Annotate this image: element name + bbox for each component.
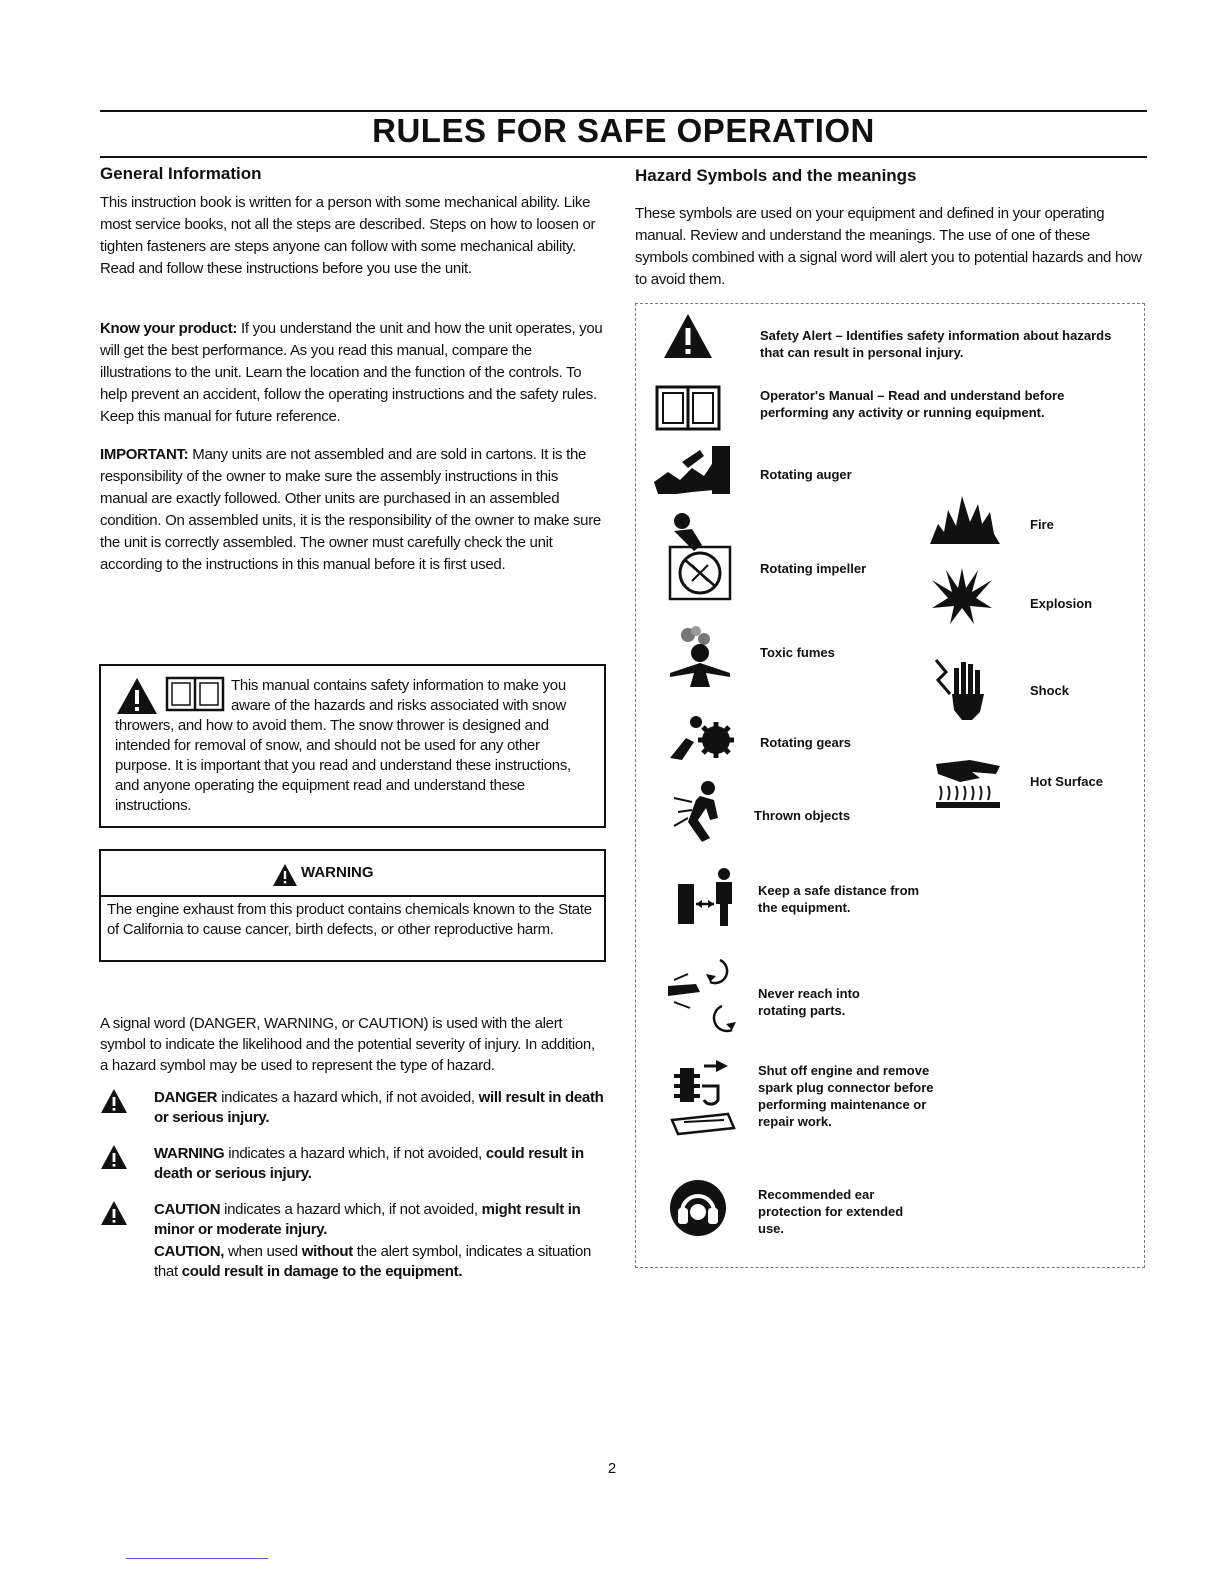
title-underline	[100, 156, 1147, 158]
caution2-without: without	[301, 1243, 353, 1260]
warning-label: WARNING	[301, 864, 374, 881]
caution2-t2: the alert symbol, indicates a situation that	[154, 1243, 592, 1280]
safety-alert-label: Safety Alert – Identifies safety information about hazards that can result in personal injury.	[760, 328, 1112, 360]
thrown-objects-label: Thrown objects	[754, 808, 851, 823]
caution-alert-icon	[100, 1200, 128, 1226]
signal-intro: A signal word (DANGER, WARNING, or CAUTION) is used with the alert symbol to indicate the likelihood and the potential severity of injury. In addition, a hazard symbol may be used to represent the type of hazard.	[100, 1015, 595, 1074]
shut-off-engine-icon	[668, 1058, 742, 1138]
manual-notice-body: This manual contains safety information to make you aware of the hazards and risks associated with snow throwers, and how to avoid them. The snow thrower is designed and intended for removal of snow, and should not be used for any other purpose. It is important that you read and understand these instructions, and anyone operating the equipment read and understand these instructions.	[115, 677, 571, 814]
danger-row	[100, 1088, 610, 1136]
know-product-text: If you understand the unit and how the unit operates, you will get the best performance. As you read this manual, compare the illustrations to the unit. Learn the location and the function of the controls. To help prevent an accident, follow the operating instructions and the safety rules. Keep this manual for future reference.	[100, 320, 603, 425]
important-lead: IMPORTANT:	[100, 446, 189, 463]
know-product-lead: Know your product:	[100, 320, 238, 337]
warning-signal-text	[154, 1144, 604, 1184]
safety-alert-icon	[662, 312, 714, 360]
warning-box	[99, 849, 606, 962]
warning-triangle-icon	[272, 863, 298, 887]
shock-label: Shock	[1030, 683, 1070, 698]
hazard-intro: These symbols are used on your equipment and defined in your operating manual. Review and understand the meanings. The use of one of these symbols combined with a signal word will alert you to potential hazards and how to avoid them.	[635, 205, 1142, 288]
fire-icon	[928, 490, 1002, 546]
thrown-objects-icon	[670, 778, 734, 844]
ear-protection-icon	[668, 1178, 728, 1238]
toxic-fumes-icon	[666, 625, 734, 687]
footer-rule	[126, 1558, 268, 1559]
hot-surface-icon	[930, 752, 1004, 812]
general-info-heading: General Information	[100, 164, 262, 183]
keep-distance-icon	[676, 866, 740, 928]
fire-label: Fire	[1030, 517, 1054, 532]
rotating-gears-icon	[666, 708, 738, 764]
warning-desc: indicates a hazard which, if not avoided,	[224, 1145, 486, 1162]
important-text: Many units are not assembled and are sold in cartons. It is the responsibility of the owner to make sure the assembly instructions in this manual are exactly followed. Other units are purchased in an assembled condition. On assembled units, it is the responsibility of the owner to make sure the unit is correctly assembled. The owner must carefully check the unit according to the instructions in this manual before it is first used.	[100, 446, 601, 573]
general-info-p1	[100, 192, 605, 280]
caution-consequence: might result in minor or moderate injury.	[154, 1201, 581, 1238]
page-title: RULES FOR SAFE OPERATION	[372, 112, 875, 149]
danger-consequence: will result in death or serious injury.	[154, 1089, 604, 1126]
warning-word: WARNING	[154, 1145, 225, 1162]
rotating-gears-label: Rotating gears	[760, 735, 852, 750]
hazard-heading: Hazard Symbols and the meanings	[635, 166, 917, 185]
manual-notice-box	[99, 664, 606, 828]
never-reach-icon	[666, 956, 744, 1036]
ear-protection-label: Recommended ear protection for extended use.	[758, 1187, 904, 1236]
toxic-fumes-label: Toxic fumes	[760, 645, 835, 660]
shut-off-label: Shut off engine and remove spark plug connector before performing maintenance or repair work.	[758, 1063, 934, 1129]
caution2-consequence: could result in damage to the equipment.	[181, 1263, 463, 1280]
caution2-t1: when used	[224, 1243, 302, 1260]
caution-text	[154, 1200, 604, 1240]
hot-surface-label: Hot Surface	[1030, 774, 1103, 789]
danger-word: DANGER	[154, 1089, 218, 1106]
important-paragraph	[100, 444, 605, 576]
shock-icon	[932, 654, 990, 724]
explosion-icon	[930, 566, 994, 626]
operators-manual-icon	[655, 385, 721, 431]
caution-desc: indicates a hazard which, if not avoided,	[220, 1201, 482, 1218]
explosion-label: Explosion	[1030, 596, 1093, 611]
keep-distance-label: Keep a safe distance from the equipment.	[758, 883, 920, 915]
know-product-paragraph	[100, 318, 605, 428]
never-reach-label: Never reach into rotating parts.	[758, 986, 860, 1018]
manual-notice-text	[115, 676, 597, 816]
danger-alert-icon	[100, 1088, 128, 1114]
rotating-impeller-icon	[664, 507, 736, 601]
danger-text	[154, 1088, 604, 1128]
operators-manual-label: Operator's Manual – Read and understand before performing any activity or running equipment.	[760, 388, 1065, 420]
rotating-auger-label: Rotating auger	[760, 467, 852, 482]
caution-row	[100, 1200, 610, 1248]
general-p1-text: This instruction book is written for a person with some mechanical ability. Like most service books, not all the steps are described. Steps on how to loosen or tighten fasteners are steps anyone can follow with some mechanical ability. Read and follow these instructions before you use the unit.	[100, 194, 596, 277]
rotating-impeller-label: Rotating impeller	[760, 561, 867, 576]
warning-text: The engine exhaust from this product contains chemicals known to the State of California to cause cancer, birth defects, or other reproductive harm.	[107, 901, 592, 938]
warning-header	[101, 851, 604, 897]
warning-row	[100, 1144, 610, 1192]
warning-alert-icon	[100, 1144, 128, 1170]
caution-noalert-row	[100, 1242, 610, 1286]
caution2-word: CAUTION,	[154, 1243, 225, 1260]
page-number: 2	[607, 1460, 617, 1477]
caution-word: CAUTION	[154, 1201, 221, 1218]
caution-noalert-text	[154, 1242, 604, 1282]
danger-desc: indicates a hazard which, if not avoided,	[217, 1089, 479, 1106]
rotating-auger-icon	[652, 442, 734, 498]
warning-consequence: could result in death or serious injury.	[154, 1145, 584, 1182]
